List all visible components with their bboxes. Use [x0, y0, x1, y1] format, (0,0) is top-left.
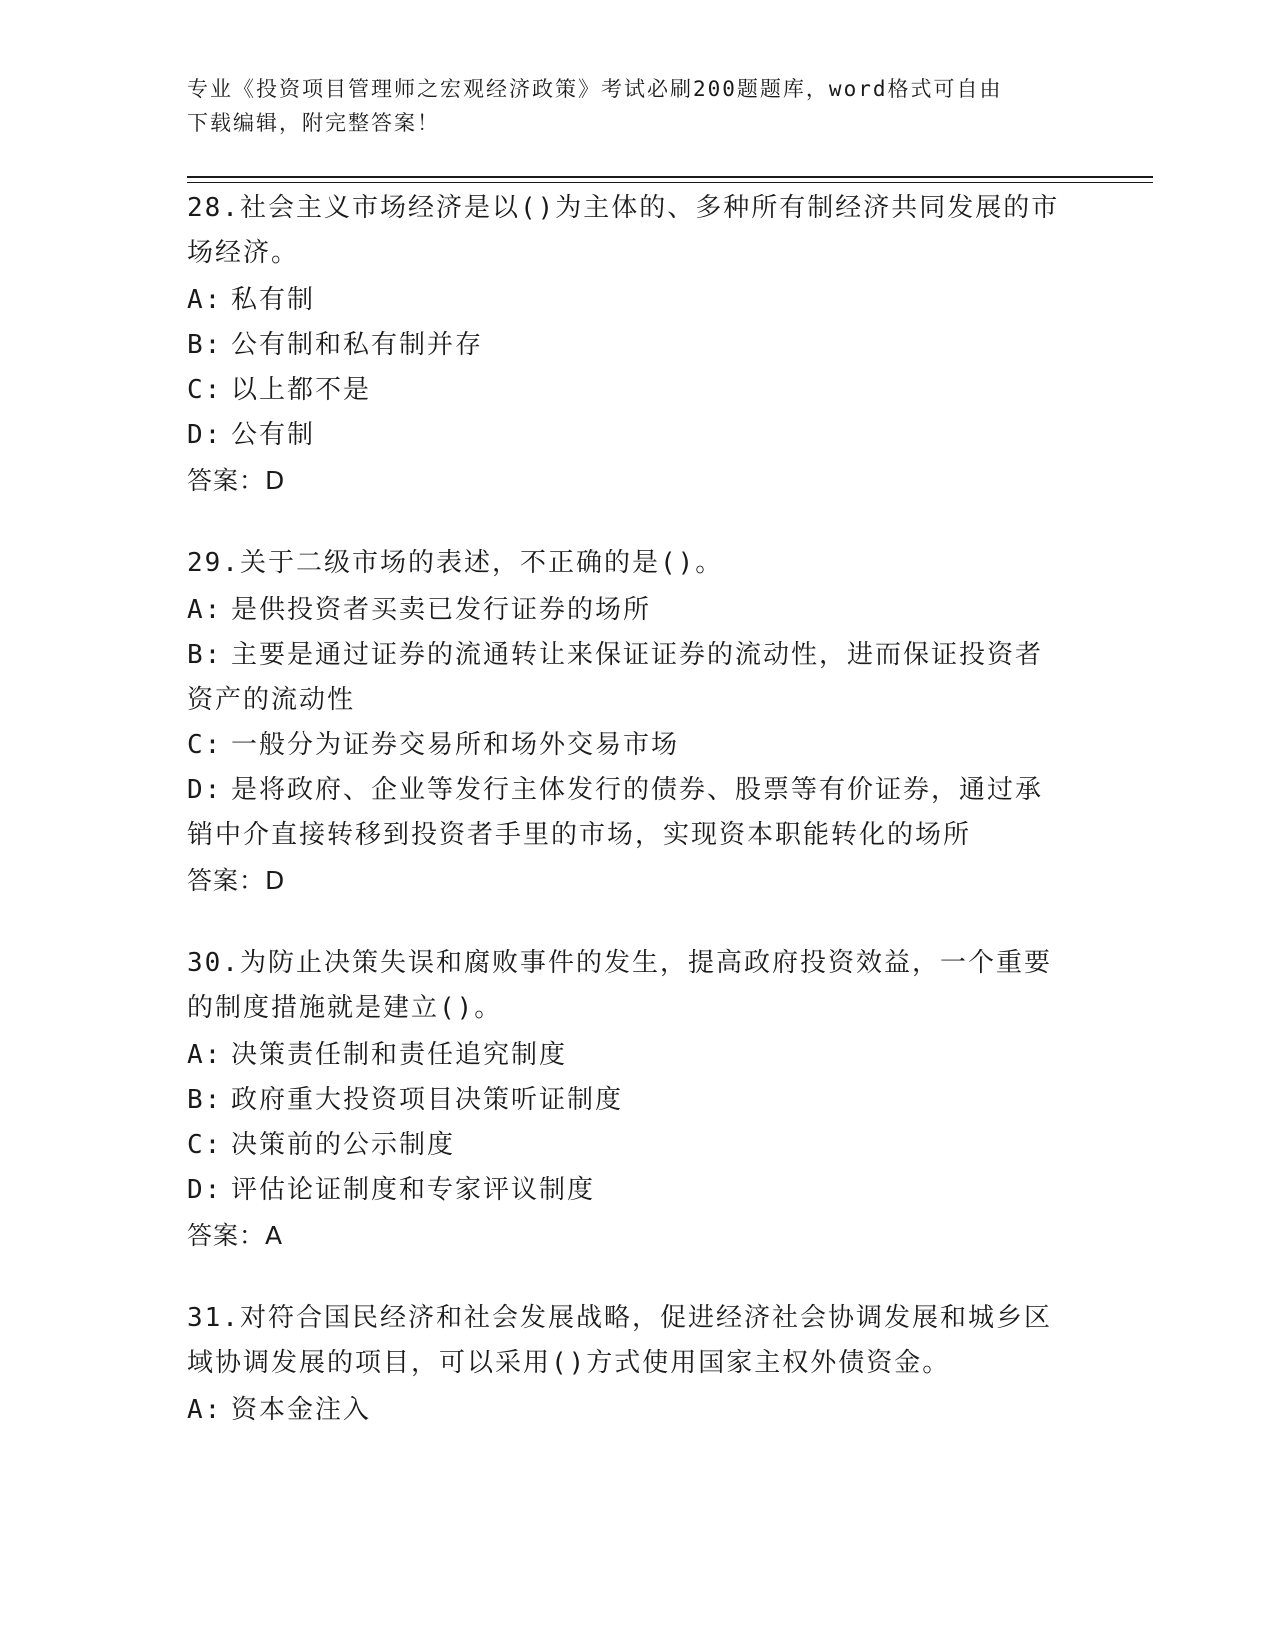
question-stem — [187, 941, 1077, 1031]
option-d — [187, 413, 1077, 458]
option-c — [187, 1123, 1077, 1168]
option-letter: B: — [187, 1085, 223, 1115]
question-stem — [187, 186, 1077, 276]
option-text: 是供投资者买卖已发行证券的场所 — [231, 595, 652, 625]
header-divider-thick — [187, 176, 1153, 178]
option-text: 以上都不是 — [231, 375, 372, 405]
option-letter: C: — [187, 375, 223, 405]
option-d — [187, 768, 1077, 858]
option-text: 是将政府、企业等发行主体发行的债券、股票等有价证券，通过承 — [231, 775, 1044, 805]
header-line-1: 专业《投资项目管理师之宏观经济政策》考试必刷200题题库，word格式可自由 — [187, 77, 1003, 101]
question-28 — [187, 186, 1077, 503]
answer-line: 答案：D — [187, 466, 286, 495]
option-a — [187, 1388, 1077, 1433]
option-b — [187, 633, 1077, 723]
question-stem-line: 31.对符合国民经济和社会发展战略，促进经济社会协调发展和城乡区 — [187, 1303, 1052, 1333]
question-stem-line: 的制度措施就是建立()。 — [187, 993, 503, 1023]
question-stem-line: 场经济。 — [187, 238, 300, 268]
option-text: 政府重大投资项目决策听证制度 — [231, 1085, 624, 1115]
option-d — [187, 1168, 1077, 1213]
option-letter: A: — [187, 285, 223, 315]
option-letter: C: — [187, 730, 223, 760]
option-text: 公有制和私有制并存 — [231, 330, 484, 360]
option-letter: A: — [187, 1040, 223, 1070]
option-text: 公有制 — [231, 420, 316, 450]
option-text-continued: 销中介直接转移到投资者手里的市场，实现资本职能转化的场所 — [187, 820, 972, 850]
option-c — [187, 368, 1077, 413]
option-text: 决策责任制和责任追究制度 — [231, 1040, 568, 1070]
document-header — [187, 72, 1067, 140]
header-divider-thin — [187, 182, 1153, 183]
header-line-2: 下载编辑，附完整答案！ — [187, 111, 440, 135]
answer-line: 答案：D — [187, 866, 286, 895]
question-stem — [187, 541, 1077, 586]
question-stem-line: 28.社会主义市场经济是以()为主体的、多种所有制经济共同发展的市 — [187, 193, 1060, 223]
option-letter: D: — [187, 420, 223, 450]
option-letter: B: — [187, 330, 223, 360]
answer-line: 答案：A — [187, 1221, 284, 1250]
question-stem — [187, 1296, 1077, 1386]
question-30 — [187, 941, 1077, 1258]
option-letter: D: — [187, 1175, 223, 1205]
option-a — [187, 278, 1077, 323]
option-a — [187, 588, 1077, 633]
option-letter: C: — [187, 1130, 223, 1160]
question-stem-line: 29.关于二级市场的表述，不正确的是()。 — [187, 548, 724, 578]
option-text-continued: 资产的流动性 — [187, 685, 356, 715]
question-stem-line: 30.为防止决策失误和腐败事件的发生，提高政府投资效益，一个重要 — [187, 948, 1052, 978]
option-text: 资本金注入 — [231, 1395, 372, 1425]
option-c — [187, 723, 1077, 768]
question-list — [187, 186, 1077, 1471]
option-text: 决策前的公示制度 — [231, 1130, 456, 1160]
option-text: 一般分为证券交易所和场外交易市场 — [231, 730, 680, 760]
option-text: 主要是通过证券的流通转让来保证证券的流动性，进而保证投资者 — [231, 640, 1044, 670]
question-31 — [187, 1296, 1077, 1433]
option-text: 私有制 — [231, 285, 316, 315]
option-a — [187, 1033, 1077, 1078]
option-letter: A: — [187, 595, 223, 625]
option-letter: B: — [187, 640, 223, 670]
option-b — [187, 323, 1077, 368]
question-29 — [187, 541, 1077, 903]
option-letter: A: — [187, 1395, 223, 1425]
question-stem-line: 域协调发展的项目，可以采用()方式使用国家主权外债资金。 — [187, 1348, 951, 1378]
option-text: 评估论证制度和专家评议制度 — [231, 1175, 596, 1205]
option-letter: D: — [187, 775, 223, 805]
option-b — [187, 1078, 1077, 1123]
